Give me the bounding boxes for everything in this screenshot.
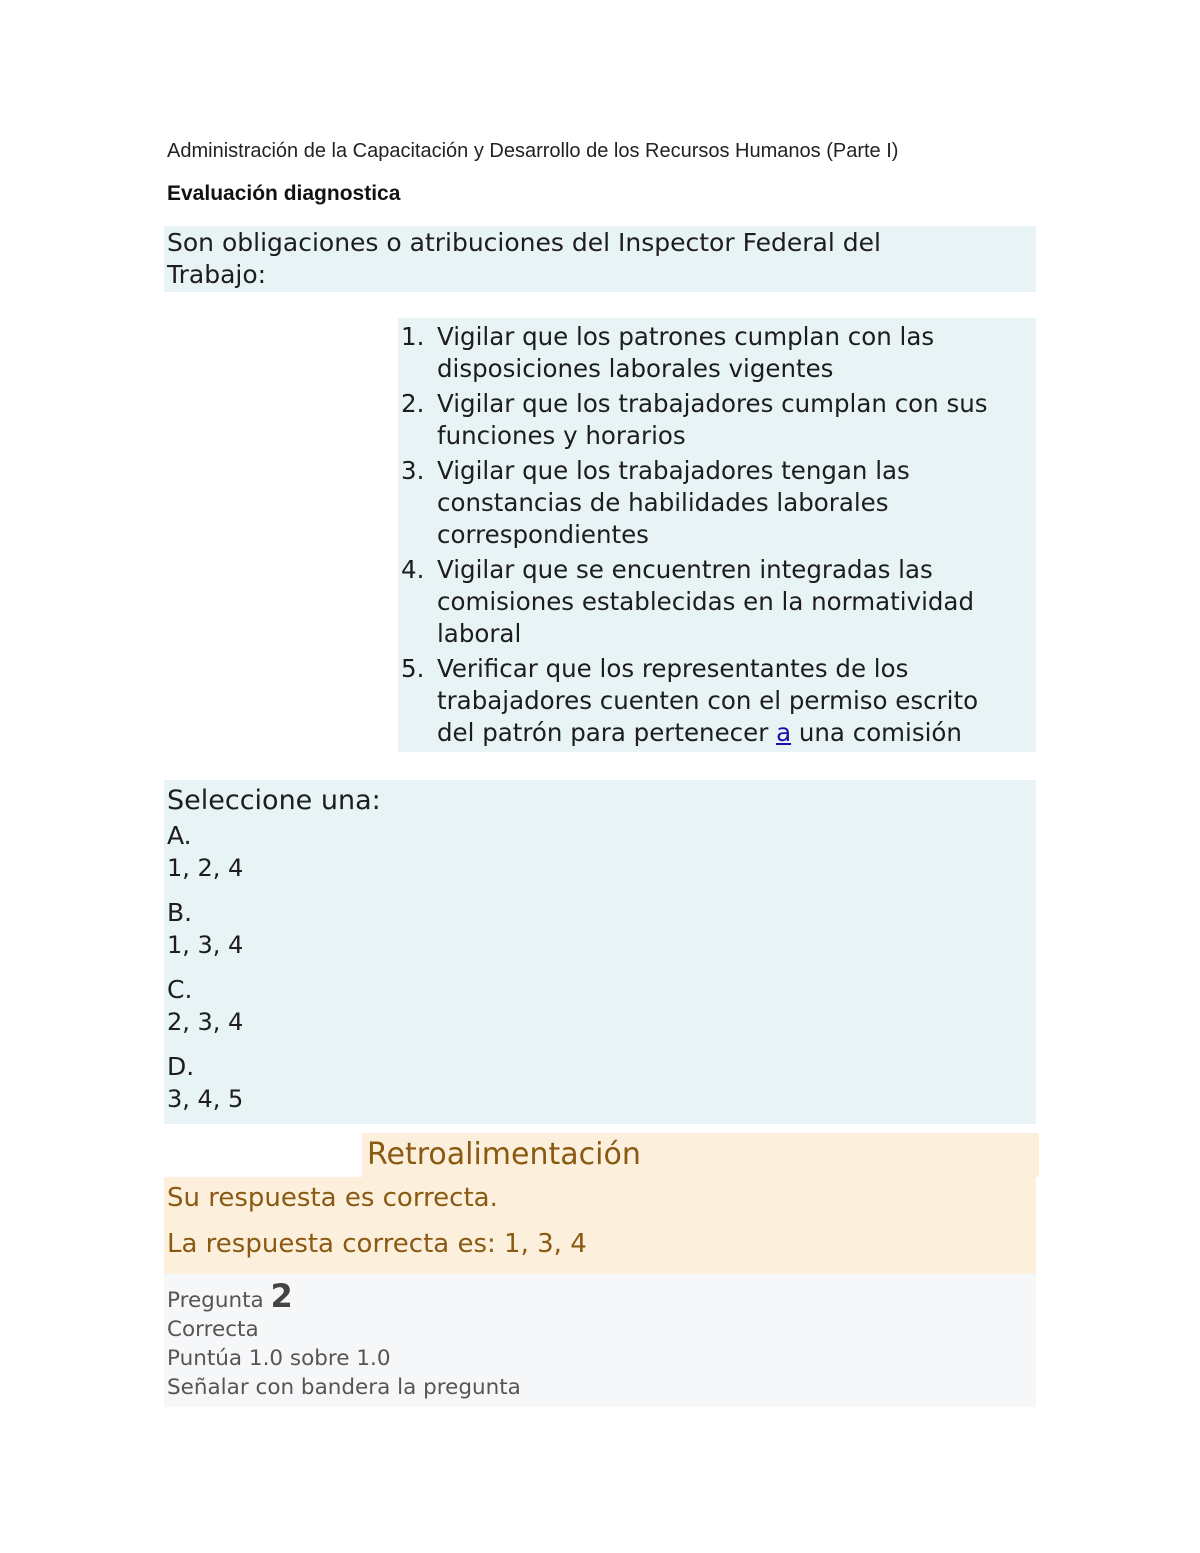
item-number: 4.	[401, 555, 425, 584]
question-text-line-2: Trabajo:	[167, 260, 267, 289]
option-letter: D.	[167, 1052, 195, 1081]
list-item	[398, 653, 1036, 749]
course-title: Administración de la Capacitación y Desarrollo de los Recursos Humanos (Parte I)	[167, 140, 899, 162]
select-prompt: Seleccione una:	[167, 785, 381, 816]
item-line-text: del patrón para pertenecer	[437, 718, 777, 747]
question-status: Correcta	[167, 1317, 259, 1342]
question-items-list	[398, 318, 1036, 752]
answer-option-a[interactable]	[167, 819, 1033, 884]
list-item	[398, 388, 1036, 452]
question-label: Pregunta	[167, 1288, 271, 1313]
item-number: 3.	[401, 456, 425, 485]
item-line: Vigilar que los patrones cumplan con las	[437, 322, 935, 351]
question-score: Puntúa 1.0 sobre 1.0	[167, 1346, 391, 1371]
option-value: 1, 3, 4	[167, 931, 244, 959]
item-line: Vigilar que los trabajadores tengan las	[437, 456, 910, 485]
option-letter: A.	[167, 821, 192, 850]
item-line-text: una comisión	[791, 718, 962, 747]
feedback-result: Su respuesta es correcta.	[167, 1183, 498, 1213]
item-line: funciones y horarios	[437, 421, 686, 450]
item-line: laboral	[437, 619, 522, 648]
item-line: correspondientes	[437, 520, 649, 549]
list-item	[398, 554, 1036, 650]
option-value: 2, 3, 4	[167, 1008, 244, 1036]
item-line: constancias de habilidades laborales	[437, 488, 889, 517]
item-number: 5.	[401, 654, 425, 683]
answer-option-c[interactable]	[167, 973, 1033, 1038]
answer-options-box	[164, 780, 1036, 1124]
item-number: 2.	[401, 389, 425, 418]
item-line: Vigilar que los trabajadores cumplan con sus	[437, 389, 988, 418]
flag-question-link[interactable]: Señalar con bandera la pregunta	[167, 1375, 521, 1400]
page-subtitle: Evaluación diagnostica	[167, 182, 401, 205]
item-line: trabajadores cuenten con el permiso escrito	[437, 686, 979, 715]
question-info-box	[164, 1274, 1036, 1407]
item-line	[437, 717, 1036, 749]
item-line: disposiciones laborales vigentes	[437, 354, 834, 383]
answer-option-b[interactable]	[167, 896, 1033, 961]
list-item	[398, 455, 1036, 551]
item-line: Vigilar que se encuentren integradas las	[437, 555, 933, 584]
question-text-line-1: Son obligaciones o atribuciones del Inspector Federal del	[167, 228, 881, 257]
feedback-correct-answer: La respuesta correcta es: 1, 3, 4	[167, 1229, 587, 1259]
option-letter: B.	[167, 898, 193, 927]
option-value: 1, 2, 4	[167, 854, 244, 882]
question-text-box	[164, 226, 1036, 292]
option-letter: C.	[167, 975, 193, 1004]
list-item	[398, 321, 1036, 385]
item-line: Verificar que los representantes de los	[437, 654, 909, 683]
feedback-box	[164, 1177, 1036, 1274]
feedback-title: Retroalimentación	[362, 1133, 1039, 1177]
question-number: 2	[270, 1277, 293, 1315]
item-number: 1.	[401, 322, 425, 351]
answer-option-d[interactable]	[167, 1050, 1033, 1115]
question-number-line	[167, 1277, 1033, 1315]
option-value: 3, 4, 5	[167, 1085, 244, 1113]
inline-link[interactable]: a	[776, 718, 792, 747]
item-line: comisiones establecidas en la normatividad	[437, 587, 975, 616]
